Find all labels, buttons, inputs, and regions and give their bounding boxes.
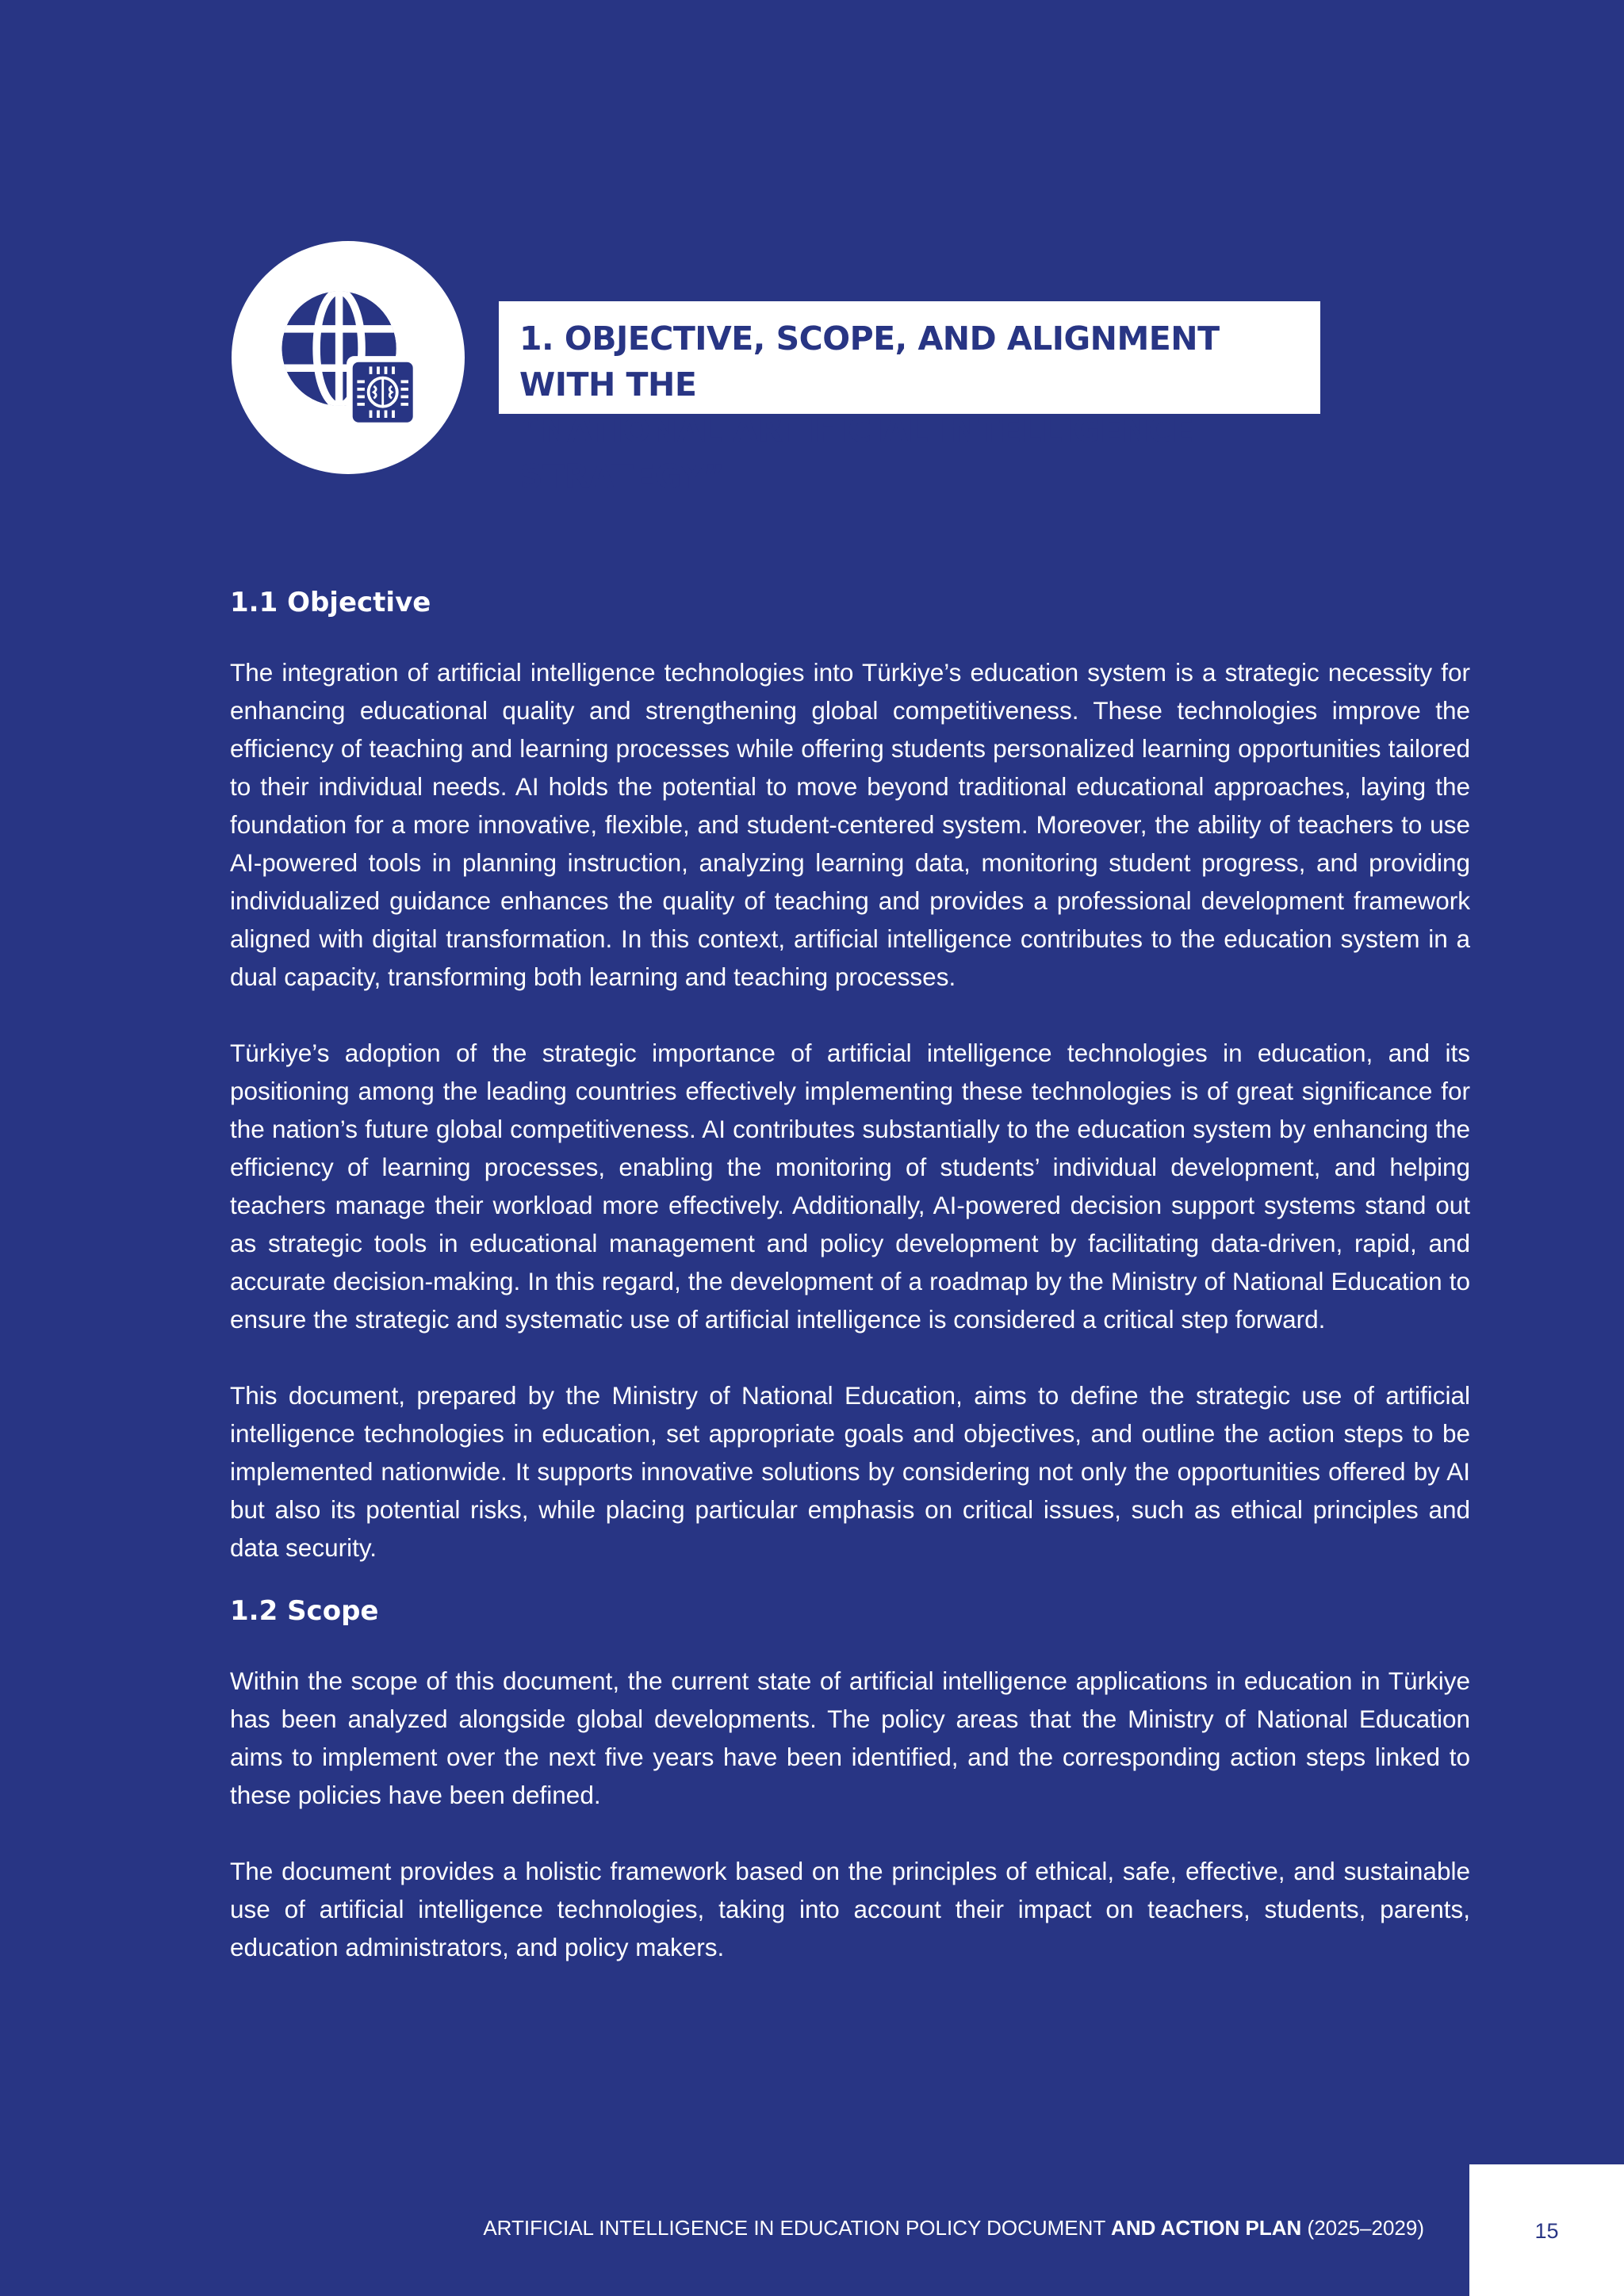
section-heading-objective: 1.1 Objective (230, 587, 431, 618)
scope-paragraph-1: Within the scope of this document, the current state of artificial intelligence applications in education in Türkiye has been analyzed alongside global developments. The policy areas that the Ministry of National Education aims to implement over the next five years have been identified, and the corresponding action steps linked to these policies have been defined. (230, 1667, 1470, 1809)
chapter-title-box (499, 301, 1320, 496)
footer-document-title (483, 2212, 1424, 2244)
scope-paragraph-2: The document provides a holistic framework based on the principles of ethical, safe, effective, and sustainable use of artificial intelligence technologies, taking into account their impact on teachers, students, parents, education administrators, and policy makers. (230, 1857, 1470, 1961)
section-heading-scope: 1.2 Scope (230, 1595, 379, 1627)
objective-paragraph-2: Türkiye’s adoption of the strategic importance of artificial intelligence technologies in education, and its positioning among the leading countries effectively implementing these technologies is of great significance for the nation’s future global competitiveness. AI contributes substantially to the education system by enhancing the efficiency of learning processes, enabling the monitoring of students’ individual development, and helping teachers manage their workload more effectively. Additionally, AI-powered decision support systems stand out as strategic tools in educational management and policy development by facilitating data-driven, rapid, and accurate decision-making. In this regard, the development of a roadmap by the Ministry of National Education to ensure the strategic and systematic use of artificial intelligence is considered a critical step forward. (230, 1039, 1470, 1334)
objective-paragraph-1: The integration of artificial intelligence technologies into Türkiye’s education system is a strategic necessity for enhancing educational quality and strengthening global competitiveness. These technologies improve the efficiency of teaching and learning processes while offering students personalized learning opportunities tailored to their individual needs. AI holds the potential to move beyond traditional educational approaches, laying the foundation for a more innovative, flexible, and student-centered system. Moreover, the ability of teachers to use AI-powered tools in planning instruction, analyzing learning data, monitoring student progress, and providing individualized guidance enhances the quality of teaching and provides a professional development framework aligned with digital transformation. In this context, artificial intelligence contributes to the education system in a dual capacity, transforming both learning and teaching processes. (230, 658, 1470, 991)
objective-paragraph-3: This document, prepared by the Ministry of National Education, aims to define the strategic use of artificial intelligence technologies in education, set appropriate goals and objectives, and outline the action steps to be implemented nationwide. It supports innovative solutions by considering not only the opportunities offered by AI but also its potential risks, while placing particular emphasis on critical issues, such as ethical principles and data security. (230, 1381, 1470, 1562)
footer-title-regular: ARTIFICIAL INTELLIGENCE IN EDUCATION POLICY DOCUMENT (483, 2216, 1105, 2240)
chapter-title-line-1: 1. OBJECTIVE, SCOPE, AND ALIGNMENT WITH THE (519, 320, 1220, 404)
footer-title-bold: AND ACTION PLAN (1111, 2216, 1302, 2240)
footer-years: (2025–2029) (1307, 2216, 1424, 2240)
chapter-title (519, 316, 1300, 499)
page-number: 15 (1534, 2219, 1559, 2243)
globe-ai-chip-icon (273, 282, 423, 433)
chapter-title-line-2: “NATIONAL ARTIFICIAL INTELLIGENCE STRATEGY” (519, 411, 1194, 496)
document-body (230, 577, 1470, 1966)
page-number-box (1469, 2164, 1624, 2296)
chapter-icon-badge (232, 241, 465, 474)
